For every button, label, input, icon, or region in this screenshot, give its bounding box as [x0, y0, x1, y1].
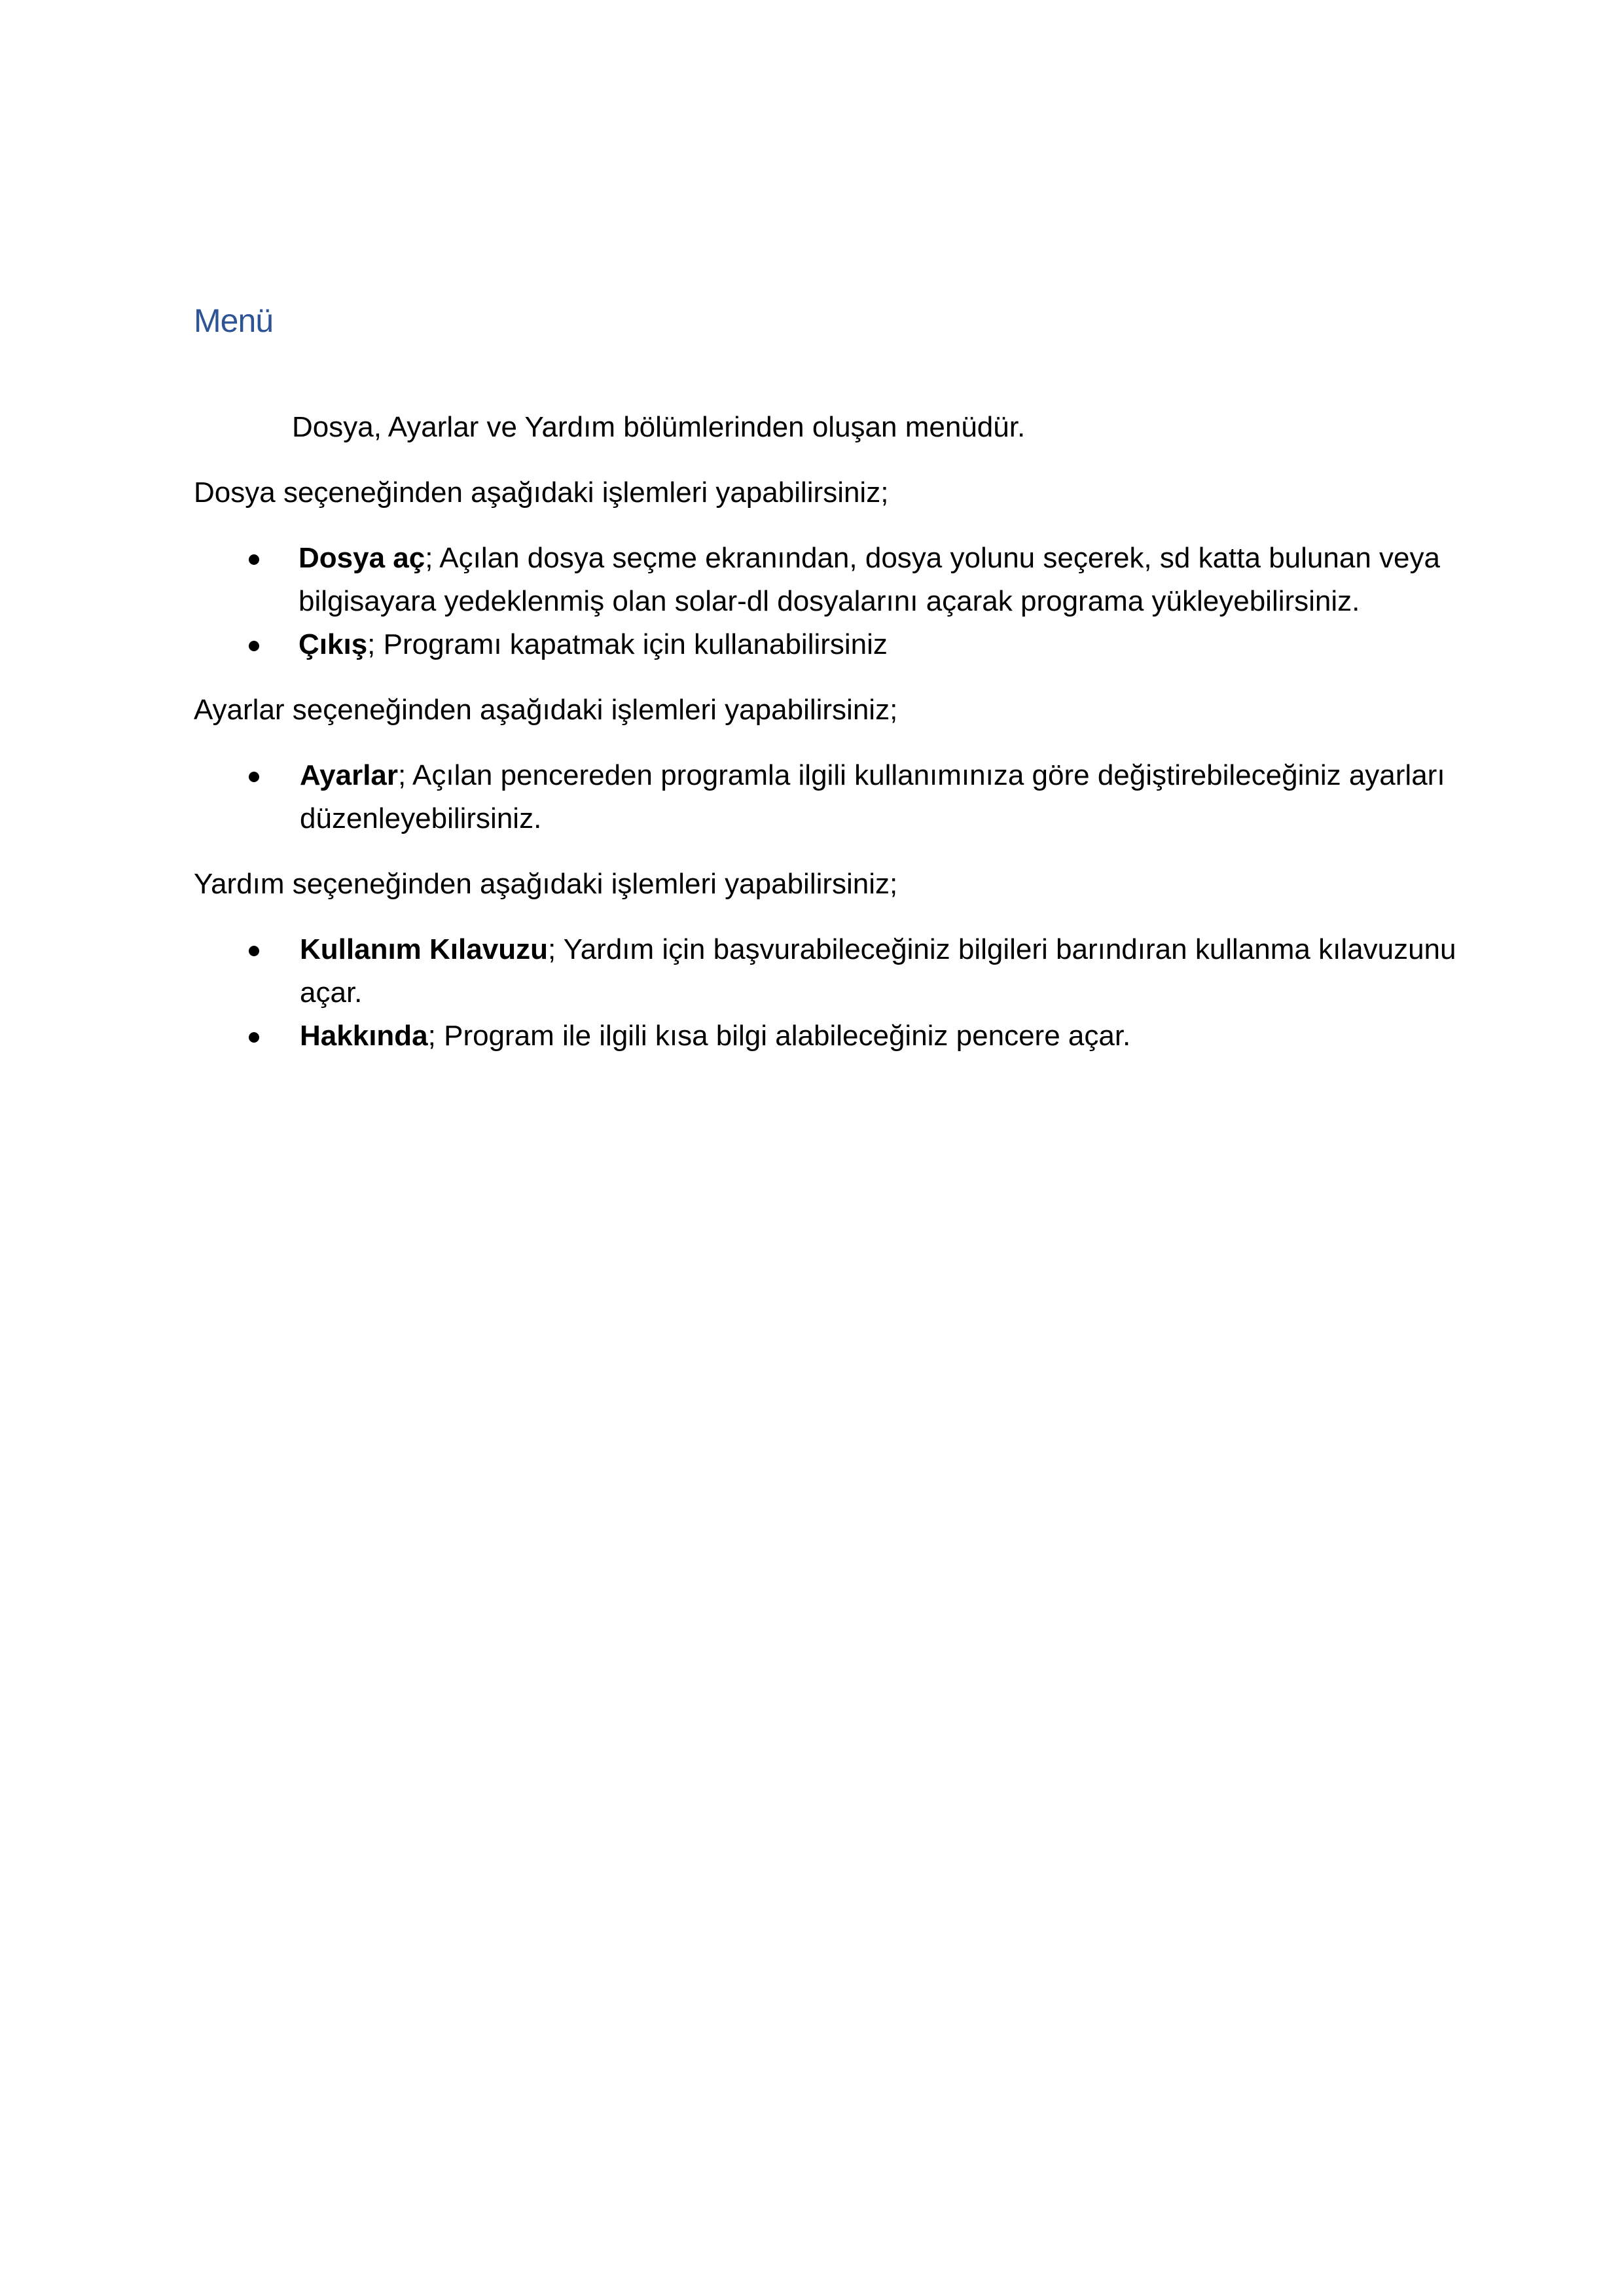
- item-term: Hakkında: [300, 1020, 428, 1052]
- item-text: ; Açılan dosya seçme ekranından, dosya yolunu seçerek, sd katta bulunan veya bilgisayara yedeklenmiş olan solar-dl dosyalarını açarak programa yükleyebilirsiniz.: [298, 542, 1440, 617]
- bullet-icon: [249, 641, 259, 651]
- bullet-list-ayarlar: [194, 754, 1445, 840]
- section-lead-dosya: Dosya seçeneğinden aşağıdaki işlemleri yapabilirsiniz;: [194, 476, 889, 509]
- list-item: [194, 1014, 1477, 1058]
- intro-paragraph: Dosya, Ayarlar ve Yardım bölümlerinden oluşan menüdür.: [292, 411, 1026, 443]
- list-item: [194, 754, 1477, 840]
- item-term: Dosya aç: [298, 542, 425, 574]
- section-lead-ayarlar: Ayarlar seçeneğinden aşağıdaki işlemleri yapabilirsiniz;: [194, 694, 898, 726]
- list-item: [194, 537, 1477, 623]
- item-text: ; Program ile ilgili kısa bilgi alabileceğiniz pencere açar.: [427, 1020, 1131, 1052]
- bullet-list-dosya: [194, 537, 1440, 666]
- item-term: Kullanım Kılavuzu: [300, 933, 548, 965]
- document-body: [194, 406, 1456, 1080]
- bullet-icon: [249, 772, 259, 782]
- bullet-icon: [249, 1032, 259, 1043]
- item-text: ; Yardım için başvurabileceğiniz bilgileri barındıran kullanma kılavuzunu açar.: [300, 933, 1456, 1009]
- list-item: [194, 623, 1477, 666]
- item-text: ; Programı kapatmak için kullanabilirsiniz: [367, 628, 888, 660]
- bullet-icon: [249, 946, 259, 956]
- page-heading: Menü: [194, 302, 274, 339]
- list-item: [194, 928, 1477, 1014]
- section-lead-yardim: Yardım seçeneğinden aşağıdaki işlemleri yapabilirsiniz;: [194, 868, 898, 900]
- item-term: Çıkış: [298, 628, 368, 660]
- bullet-list-yardim: [194, 928, 1456, 1058]
- item-term: Ayarlar: [300, 759, 399, 791]
- item-text: ; Açılan pencereden programla ilgili kullanımınıza göre değiştirebileceğiniz ayarları düzenleyebilirsiniz.: [300, 759, 1445, 834]
- bullet-icon: [249, 554, 259, 565]
